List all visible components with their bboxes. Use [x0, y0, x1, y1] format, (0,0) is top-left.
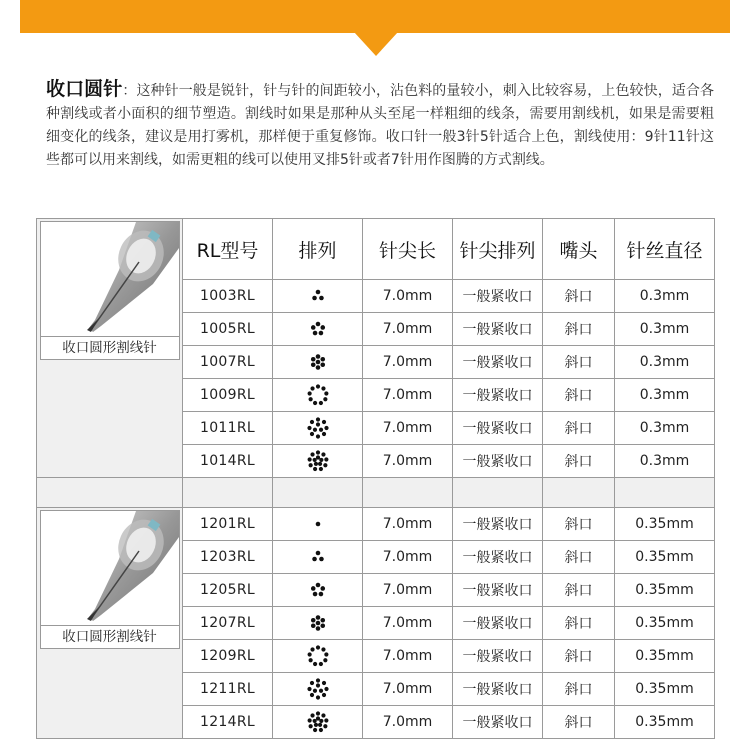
- needle-dot: [315, 290, 320, 295]
- arrangement-cell: [273, 379, 363, 412]
- needle-dot: [308, 397, 312, 401]
- tip-arrangement-cell: 一般紧收口: [453, 541, 543, 574]
- needle-arrangement-dots-icon: [304, 510, 332, 538]
- arrangement-cell: [273, 280, 363, 313]
- header-cell: RL型号: [183, 219, 273, 280]
- intro-keyword: 收口圆针: [46, 78, 123, 100]
- needle-dot: [315, 384, 319, 388]
- model-cell: 1205RL: [183, 574, 273, 607]
- needle-dot: [308, 724, 312, 728]
- needle-arrangement-dots-icon: [304, 675, 332, 703]
- needle-dot: [321, 647, 325, 651]
- nozzle-cell: 斜口: [543, 706, 615, 739]
- orange-banner: [20, 0, 730, 33]
- needle-dot: [319, 296, 324, 301]
- tip-arrangement-cell: 一般紧收口: [453, 673, 543, 706]
- tip-length-cell: 7.0mm: [363, 379, 453, 412]
- needle-dot: [318, 592, 323, 597]
- needle-dot: [315, 450, 319, 454]
- needle-dot: [324, 652, 328, 656]
- model-cell: 1014RL: [183, 445, 273, 478]
- table-header-row: [37, 219, 715, 280]
- arrangement-cell: [273, 346, 363, 379]
- diameter-cell: 0.35mm: [615, 640, 715, 673]
- model-cell: 1005RL: [183, 313, 273, 346]
- tip-length-cell: 7.0mm: [363, 508, 453, 541]
- needle-arrangement-dots-icon: [304, 414, 332, 442]
- needle-dot: [310, 357, 315, 362]
- nozzle-cell: 斜口: [543, 607, 615, 640]
- table-row: [37, 508, 715, 541]
- tip-arrangement-cell: 一般紧收口: [453, 346, 543, 379]
- tip-length-cell: 7.0mm: [363, 640, 453, 673]
- needle-dot: [324, 687, 328, 691]
- needle-dot: [310, 362, 315, 367]
- needle-dot: [312, 557, 317, 562]
- diameter-cell: 0.35mm: [615, 508, 715, 541]
- arrangement-cell: [273, 673, 363, 706]
- needle-arrangement-dots-icon: [304, 282, 332, 310]
- product-image-cell: [37, 219, 183, 478]
- needle-dot: [310, 586, 315, 591]
- needle-dot: [321, 693, 325, 697]
- model-cell: 1007RL: [183, 346, 273, 379]
- tip-arrangement-cell: 一般紧收口: [453, 640, 543, 673]
- tip-arrangement-cell: 一般紧收口: [453, 508, 543, 541]
- needle-dot: [315, 551, 320, 556]
- spacer-cell: [543, 478, 615, 508]
- needle-arrangement-dots-icon: [304, 348, 332, 376]
- needle-dot: [312, 728, 316, 732]
- spacer-cell: [363, 478, 453, 508]
- header-cell: 嘴头: [543, 219, 615, 280]
- needle-dot: [315, 621, 320, 626]
- tip-length-cell: 7.0mm: [363, 607, 453, 640]
- tip-length-cell: 7.0mm: [363, 706, 453, 739]
- needle-dot: [308, 658, 312, 662]
- nozzle-cell: 斜口: [543, 574, 615, 607]
- tip-arrangement-cell: 一般紧收口: [453, 574, 543, 607]
- needle-dot: [318, 401, 322, 405]
- diameter-cell: 0.3mm: [615, 445, 715, 478]
- needle-dot: [318, 662, 322, 666]
- tip-length-cell: 7.0mm: [363, 346, 453, 379]
- tip-length-cell: 7.0mm: [363, 313, 453, 346]
- spacer-row: [37, 478, 715, 508]
- arrangement-cell: [273, 412, 363, 445]
- needle-arrangement-dots-icon: [304, 381, 332, 409]
- spacer-cell: [37, 478, 183, 508]
- needle-dot: [315, 626, 320, 631]
- needle-dot: [315, 365, 320, 370]
- needle-dot: [323, 463, 327, 467]
- needle-dot: [321, 386, 325, 390]
- needle-dot: [310, 452, 314, 456]
- needle-dot: [320, 325, 325, 330]
- needle-dot: [315, 417, 319, 421]
- needle-dot: [310, 386, 314, 390]
- needle-dot: [318, 728, 322, 732]
- diameter-cell: 0.35mm: [615, 673, 715, 706]
- header-cell: 针丝直径: [615, 219, 715, 280]
- model-cell: 1211RL: [183, 673, 273, 706]
- needle-dot: [323, 397, 327, 401]
- diameter-cell: 0.35mm: [615, 706, 715, 739]
- needle-dot: [319, 458, 323, 462]
- header-cell: 排列: [273, 219, 363, 280]
- needle-dot: [315, 678, 319, 682]
- model-cell: 1011RL: [183, 412, 273, 445]
- nozzle-cell: 斜口: [543, 412, 615, 445]
- spacer-cell: [453, 478, 543, 508]
- arrangement-cell: [273, 445, 363, 478]
- needle-dot: [307, 457, 311, 461]
- needle-dot: [309, 681, 313, 685]
- needle-dot: [315, 711, 319, 715]
- needle-dot: [312, 296, 317, 301]
- needle-dot: [309, 432, 313, 436]
- needle-arrangement-dots-icon: [304, 609, 332, 637]
- needle-dot: [318, 331, 323, 336]
- needle-dot: [310, 325, 315, 330]
- needle-dot: [317, 723, 321, 727]
- nozzle-cell: 斜口: [543, 280, 615, 313]
- model-cell: 1207RL: [183, 607, 273, 640]
- needle-dot: [324, 426, 328, 430]
- needle-dot: [312, 458, 316, 462]
- needle-dot: [307, 718, 311, 722]
- diameter-cell: 0.3mm: [615, 346, 715, 379]
- needle-dot: [319, 557, 324, 562]
- tip-length-cell: 7.0mm: [363, 445, 453, 478]
- nozzle-cell: 斜口: [543, 640, 615, 673]
- needle-dot: [323, 724, 327, 728]
- needle-arrangement-dots-icon: [304, 708, 332, 736]
- needle-dot: [321, 452, 325, 456]
- diameter-cell: 0.3mm: [615, 313, 715, 346]
- needle-dot: [321, 713, 325, 717]
- needle-dot: [320, 623, 325, 628]
- tattoo-needle-cartridge-icon: [41, 222, 179, 336]
- arrangement-cell: [273, 640, 363, 673]
- tip-arrangement-cell: 一般紧收口: [453, 313, 543, 346]
- nozzle-cell: 斜口: [543, 508, 615, 541]
- tip-length-cell: 7.0mm: [363, 574, 453, 607]
- arrangement-cell: [273, 607, 363, 640]
- needle-arrangement-dots-icon: [304, 576, 332, 604]
- tip-arrangement-cell: 一般紧收口: [453, 280, 543, 313]
- intro-text: ：这种针一般是锐针，针与针的间距较小，沾色料的量较小，刺入比较容易，上色较快，适合各种割线或者小面积的细节塑造。割线时如果是那种从头至尾一样粗细的线条，需要用割线机，如果是需要粗细变化的线条，建议是用打雾机，那样便于重复修饰。收口针一般3针5针适合上色，割线使用：9针11针这些都可以用来割线，如需更粗的线可以使用叉排5针或者7针用作图腾的方式割线。: [46, 83, 714, 168]
- nozzle-cell: 斜口: [543, 379, 615, 412]
- product-caption: 收口圆形割线针: [41, 336, 179, 359]
- intro-paragraph: [46, 78, 714, 172]
- needle-dot: [312, 428, 316, 432]
- model-cell: 1209RL: [183, 640, 273, 673]
- needle-dot: [319, 719, 323, 723]
- needle-dot: [312, 662, 316, 666]
- model-cell: 1009RL: [183, 379, 273, 412]
- tip-arrangement-cell: 一般紧收口: [453, 706, 543, 739]
- arrangement-cell: [273, 313, 363, 346]
- needle-arrangement-dots-icon: [304, 447, 332, 475]
- nozzle-cell: 斜口: [543, 313, 615, 346]
- needle-dot: [315, 645, 319, 649]
- needle-dot: [315, 322, 320, 327]
- needle-dot: [307, 687, 311, 691]
- needle-arrangement-dots-icon: [304, 543, 332, 571]
- down-triangle-icon: [354, 32, 398, 56]
- needle-dot: [310, 618, 315, 623]
- spec-table: [36, 218, 715, 739]
- needle-dot: [309, 420, 313, 424]
- tip-arrangement-cell: 一般紧收口: [453, 379, 543, 412]
- needle-dot: [324, 457, 328, 461]
- needle-dot: [312, 467, 316, 471]
- needle-dot: [318, 689, 322, 693]
- arrangement-cell: [273, 508, 363, 541]
- tip-length-cell: 7.0mm: [363, 673, 453, 706]
- needle-arrangement-dots-icon: [304, 642, 332, 670]
- tip-length-cell: 7.0mm: [363, 280, 453, 313]
- needle-dot: [315, 522, 320, 527]
- needle-dot: [317, 462, 321, 466]
- nozzle-cell: 斜口: [543, 346, 615, 379]
- needle-dot: [324, 718, 328, 722]
- arrangement-cell: [273, 541, 363, 574]
- needle-dot: [308, 463, 312, 467]
- needle-dot: [312, 331, 317, 336]
- header-cell: 针尖排列: [453, 219, 543, 280]
- needle-dot: [307, 426, 311, 430]
- model-cell: 1203RL: [183, 541, 273, 574]
- nozzle-cell: 斜口: [543, 541, 615, 574]
- spacer-cell: [183, 478, 273, 508]
- model-cell: 1003RL: [183, 280, 273, 313]
- tip-arrangement-cell: 一般紧收口: [453, 445, 543, 478]
- needle-dot: [315, 695, 319, 699]
- needle-dot: [312, 401, 316, 405]
- tattoo-needle-cartridge-icon: [41, 511, 179, 625]
- diameter-cell: 0.35mm: [615, 574, 715, 607]
- needle-dot: [318, 428, 322, 432]
- needle-dot: [320, 586, 325, 591]
- needle-dot: [315, 360, 320, 365]
- needle-dot: [324, 391, 328, 395]
- needle-dot: [315, 354, 320, 359]
- needle-dot: [312, 592, 317, 597]
- needle-dot: [312, 689, 316, 693]
- product-image: [40, 510, 180, 649]
- tip-arrangement-cell: 一般紧收口: [453, 412, 543, 445]
- needle-dot: [315, 434, 319, 438]
- needle-dot: [321, 681, 325, 685]
- needle-dot: [310, 623, 315, 628]
- needle-dot: [307, 652, 311, 656]
- model-cell: 1214RL: [183, 706, 273, 739]
- header-cell: 针尖长: [363, 219, 453, 280]
- product-caption: 收口圆形割线针: [41, 625, 179, 648]
- model-cell: 1201RL: [183, 508, 273, 541]
- needle-dot: [315, 683, 319, 687]
- needle-dot: [310, 647, 314, 651]
- nozzle-cell: 斜口: [543, 445, 615, 478]
- diameter-cell: 0.35mm: [615, 541, 715, 574]
- needle-dot: [309, 693, 313, 697]
- needle-dot: [313, 462, 317, 466]
- tip-arrangement-cell: 一般紧收口: [453, 607, 543, 640]
- needle-dot: [312, 719, 316, 723]
- needle-dot: [310, 713, 314, 717]
- nozzle-cell: 斜口: [543, 673, 615, 706]
- needle-dot: [321, 420, 325, 424]
- needle-dot: [320, 362, 325, 367]
- needle-dot: [307, 391, 311, 395]
- needle-dot: [321, 432, 325, 436]
- needle-dot: [320, 357, 325, 362]
- diameter-cell: 0.3mm: [615, 379, 715, 412]
- spacer-cell: [273, 478, 363, 508]
- tip-length-cell: 7.0mm: [363, 541, 453, 574]
- needle-dot: [315, 422, 319, 426]
- needle-dot: [315, 583, 320, 588]
- spacer-cell: [615, 478, 715, 508]
- needle-dot: [313, 723, 317, 727]
- diameter-cell: 0.35mm: [615, 607, 715, 640]
- product-image: [40, 221, 180, 360]
- needle-dot: [320, 618, 325, 623]
- tip-length-cell: 7.0mm: [363, 412, 453, 445]
- diameter-cell: 0.3mm: [615, 412, 715, 445]
- needle-dot: [318, 467, 322, 471]
- product-image-cell: [37, 508, 183, 739]
- arrangement-cell: [273, 574, 363, 607]
- diameter-cell: 0.3mm: [615, 280, 715, 313]
- needle-dot: [315, 615, 320, 620]
- needle-dot: [323, 658, 327, 662]
- arrangement-cell: [273, 706, 363, 739]
- needle-arrangement-dots-icon: [304, 315, 332, 343]
